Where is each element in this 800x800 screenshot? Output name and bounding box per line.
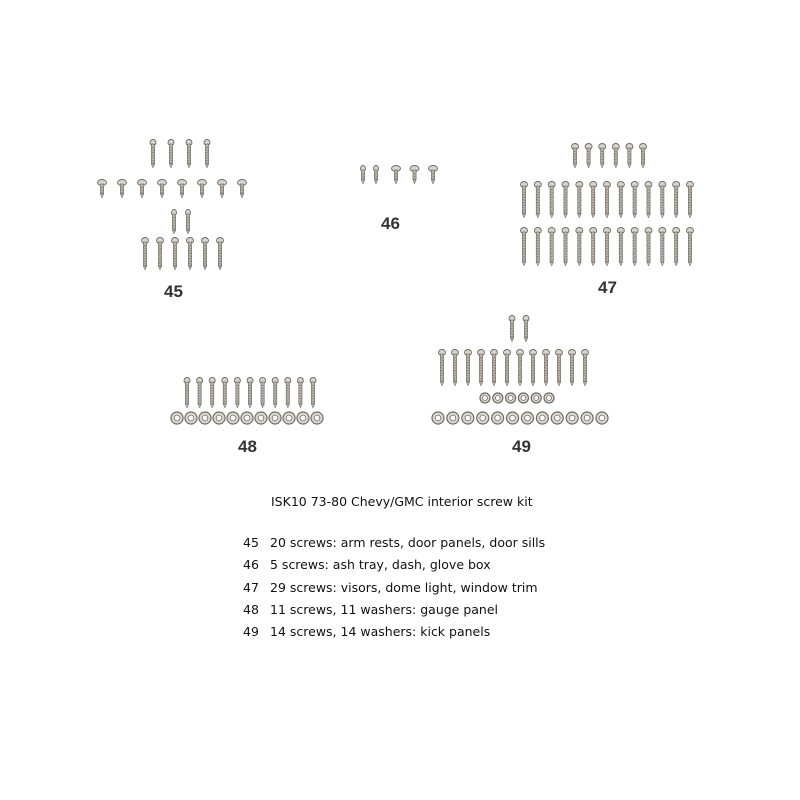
washer bbox=[297, 412, 309, 424]
screw bbox=[599, 144, 606, 169]
screw bbox=[521, 182, 528, 219]
washer bbox=[551, 412, 563, 424]
legend-description: 11 screws, 11 washers: gauge panel bbox=[270, 601, 499, 617]
legend-number: 45 bbox=[243, 535, 259, 550]
kit-title: ISK10 73-80 Chevy/GMC interior screw kit bbox=[271, 494, 533, 509]
screw bbox=[222, 378, 228, 409]
screw-group-48 bbox=[165, 372, 335, 432]
screw-group-46 bbox=[345, 160, 445, 200]
legend-number: 48 bbox=[243, 601, 259, 617]
screw bbox=[585, 144, 592, 169]
washer bbox=[536, 412, 548, 424]
screw bbox=[374, 166, 379, 185]
screw bbox=[172, 238, 179, 271]
screw bbox=[491, 350, 498, 387]
legend-description: 14 screws, 14 washers: kick panels bbox=[270, 624, 491, 640]
screw bbox=[272, 378, 278, 409]
group-label-47: 47 bbox=[598, 278, 617, 297]
screw bbox=[590, 228, 597, 267]
screw bbox=[556, 350, 563, 387]
screw bbox=[509, 316, 515, 343]
screw bbox=[576, 228, 583, 267]
screw-group-47 bbox=[510, 138, 710, 273]
screw bbox=[645, 182, 652, 219]
screw bbox=[631, 182, 638, 219]
screw bbox=[640, 144, 647, 169]
screw bbox=[582, 350, 589, 387]
screw bbox=[198, 180, 207, 199]
screw bbox=[617, 228, 624, 267]
screw bbox=[172, 210, 177, 235]
screw bbox=[392, 166, 401, 185]
screw bbox=[534, 182, 541, 219]
washer bbox=[492, 412, 504, 424]
washer bbox=[581, 412, 593, 424]
legend-number: 47 bbox=[243, 579, 259, 595]
screw bbox=[523, 316, 529, 343]
screw bbox=[673, 182, 680, 219]
screw bbox=[138, 180, 147, 199]
legend-description: 29 screws: visors, dome light, window trim bbox=[270, 579, 538, 595]
group-label-46: 46 bbox=[381, 214, 400, 233]
washer bbox=[544, 393, 554, 403]
screw bbox=[118, 180, 127, 199]
screw bbox=[452, 350, 459, 387]
screw bbox=[142, 238, 149, 271]
screw bbox=[98, 180, 107, 199]
screw bbox=[465, 350, 472, 387]
screw bbox=[184, 378, 190, 409]
screw bbox=[439, 350, 446, 387]
screw bbox=[517, 350, 524, 387]
screw-group-48-photo bbox=[165, 372, 335, 432]
washer bbox=[518, 393, 528, 403]
screw bbox=[158, 180, 167, 199]
screw bbox=[534, 228, 541, 267]
screw bbox=[197, 378, 203, 409]
screw bbox=[150, 140, 156, 169]
washer bbox=[477, 412, 489, 424]
legend-description: 20 screws: arm rests, door panels, door sills bbox=[270, 535, 546, 550]
group-label-49: 49 bbox=[512, 437, 531, 456]
screw bbox=[631, 228, 638, 267]
screw bbox=[410, 166, 419, 185]
screw bbox=[687, 182, 694, 219]
screw bbox=[572, 144, 579, 169]
washer bbox=[506, 393, 516, 403]
screw bbox=[238, 180, 247, 199]
washer bbox=[199, 412, 211, 424]
screw-group-49-photo bbox=[425, 310, 615, 432]
screw bbox=[604, 182, 611, 219]
washer bbox=[521, 412, 533, 424]
washer bbox=[227, 412, 239, 424]
washer bbox=[596, 412, 608, 424]
screw bbox=[429, 166, 438, 185]
screw bbox=[168, 140, 174, 169]
screw bbox=[204, 140, 210, 169]
screw-group-47-photo bbox=[510, 138, 710, 273]
screw bbox=[562, 228, 569, 267]
screw bbox=[202, 238, 209, 271]
screw bbox=[186, 140, 192, 169]
washer bbox=[283, 412, 295, 424]
screw bbox=[530, 350, 537, 387]
group-label-48: 48 bbox=[238, 437, 257, 456]
screw bbox=[604, 228, 611, 267]
screw bbox=[178, 180, 187, 199]
screw bbox=[543, 350, 550, 387]
washer bbox=[255, 412, 267, 424]
screw-group-49 bbox=[425, 310, 615, 432]
screw-group-46-photo bbox=[345, 160, 445, 200]
screw bbox=[521, 228, 528, 267]
screw bbox=[217, 238, 224, 271]
screw bbox=[673, 228, 680, 267]
screw bbox=[310, 378, 316, 409]
screw bbox=[548, 182, 555, 219]
screw bbox=[209, 378, 215, 409]
screw-group-45 bbox=[90, 130, 260, 280]
screw bbox=[234, 378, 240, 409]
legend-number: 46 bbox=[243, 557, 259, 573]
group-label-45: 45 bbox=[164, 282, 183, 301]
washer bbox=[493, 393, 503, 403]
legend-description: 5 screws: ash tray, dash, glove box bbox=[270, 557, 491, 573]
screw bbox=[260, 378, 266, 409]
screw bbox=[504, 350, 511, 387]
washer bbox=[432, 412, 444, 424]
washer bbox=[241, 412, 253, 424]
washer bbox=[566, 412, 578, 424]
screw bbox=[247, 378, 253, 409]
screw bbox=[157, 238, 164, 271]
screw bbox=[645, 228, 652, 267]
screw bbox=[548, 228, 555, 267]
washer bbox=[213, 412, 225, 424]
screw bbox=[297, 378, 303, 409]
washer bbox=[311, 412, 323, 424]
screw bbox=[590, 182, 597, 219]
screw bbox=[361, 166, 366, 185]
screw bbox=[285, 378, 291, 409]
screw bbox=[687, 228, 694, 267]
screw bbox=[617, 182, 624, 219]
screw bbox=[562, 182, 569, 219]
legend-number: 49 bbox=[243, 624, 259, 640]
screw bbox=[576, 182, 583, 219]
screw bbox=[659, 228, 666, 267]
washer bbox=[507, 412, 519, 424]
washer bbox=[185, 412, 197, 424]
washer bbox=[531, 393, 541, 403]
screw bbox=[186, 210, 191, 235]
screw-group-45-photo bbox=[90, 130, 260, 280]
screw bbox=[187, 238, 194, 271]
screw bbox=[569, 350, 576, 387]
washer bbox=[480, 393, 490, 403]
screw bbox=[218, 180, 227, 199]
screw bbox=[626, 144, 633, 169]
washer bbox=[171, 412, 183, 424]
washer bbox=[462, 412, 474, 424]
screw bbox=[659, 182, 666, 219]
washer bbox=[447, 412, 459, 424]
screw bbox=[612, 144, 619, 169]
washer bbox=[269, 412, 281, 424]
screw bbox=[478, 350, 485, 387]
